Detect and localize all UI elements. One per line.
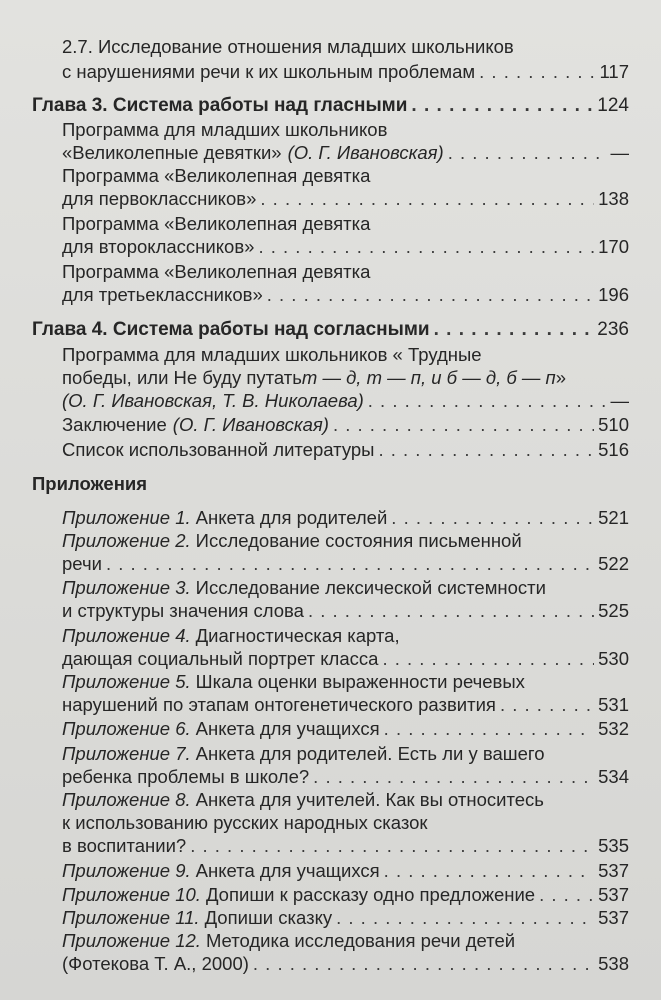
- dot-leader: [260, 186, 594, 212]
- toc-entry-text: дающая социальный портрет класса: [62, 648, 379, 669]
- page-number: 521: [598, 507, 629, 528]
- toc-entry-text: 2.7. Исследование отношения младших школьников: [62, 36, 514, 57]
- dot-leader: [258, 234, 594, 260]
- page-number: 117: [599, 61, 629, 82]
- page-number: 124: [597, 95, 629, 116]
- toc-entry-text: ребенка проблемы в школе?: [62, 766, 310, 787]
- page-number: 138: [598, 188, 629, 209]
- page-number: 530: [598, 648, 629, 669]
- appendix-prefix: Приложение 1.: [62, 507, 191, 528]
- toc-entry-text: Программа «Великолепная девятка: [62, 213, 371, 234]
- toc-entry-text: »: [555, 367, 567, 388]
- page-number: 537: [598, 884, 629, 905]
- chapter-title: Глава 4. Система работы над согласными: [32, 319, 430, 340]
- appendix-prefix: Приложение 6.: [62, 718, 191, 739]
- appendix-prefix: Приложение 4.: [62, 625, 191, 646]
- toc-entry-text: и структуры значения слова: [62, 600, 304, 621]
- page-number: —: [610, 142, 629, 163]
- toc-entry-author: (О. Г. Ивановская): [172, 414, 329, 435]
- page-number: 537: [598, 907, 629, 928]
- toc-entry-text: Анкета для учащихся: [195, 718, 380, 739]
- toc-entry-text: нарушений по этапам онтогенетического развития: [62, 694, 496, 715]
- appendix-prefix: Приложение 7.: [62, 743, 191, 764]
- dot-leader: [479, 59, 595, 85]
- toc-entry-text: Исследование состояния письменной: [195, 530, 522, 551]
- appendix-prefix: Приложение 2.: [62, 530, 191, 551]
- toc-entry-author: (О. Г. Ивановская): [287, 142, 444, 163]
- page-number: 170: [598, 236, 629, 257]
- dot-leader: [190, 833, 594, 859]
- page-number: 531: [598, 694, 629, 715]
- page-number: —: [610, 390, 629, 411]
- toc-entry-text: Допиши сказку: [204, 907, 333, 928]
- toc-entry-text: Программа «Великолепная девятка: [62, 165, 371, 186]
- toc-entry-text: Анкета для родителей: [195, 507, 388, 528]
- toc-entry-text: с нарушениями речи к их школьным проблемам: [62, 61, 476, 82]
- chapter-title: Глава 3. Система работы над гласными: [32, 95, 408, 116]
- dot-leader: [333, 412, 594, 438]
- dot-leader: [368, 388, 607, 414]
- toc-entry-text: Допиши к рассказу одно предложение: [205, 884, 536, 905]
- toc-entry-text: Диагностическая карта,: [195, 625, 400, 646]
- toc-entry-text: речи: [62, 553, 102, 574]
- dot-leader: [308, 598, 594, 624]
- toc-entry-text: для третьеклассников»: [62, 284, 263, 305]
- dot-leader: [500, 692, 594, 718]
- dot-leader: [384, 716, 594, 742]
- page-number: 510: [598, 414, 629, 435]
- dot-leader: [106, 551, 594, 577]
- page-number: 532: [598, 718, 629, 739]
- toc-entry-text: Анкета для родителей. Есть ли у вашего: [195, 743, 545, 764]
- appendix-prefix: Приложение 10.: [62, 884, 201, 905]
- toc-entry-text: Исследование лексической системности: [195, 577, 546, 598]
- page-number: 538: [598, 953, 629, 974]
- toc-entry-text: Список использованной литературы: [62, 439, 375, 460]
- dot-leader: [411, 93, 593, 119]
- appendix-prefix: Приложение 5.: [62, 671, 191, 692]
- toc-entry-text: Программа для младших школьников « Трудные: [62, 344, 482, 365]
- dot-leader: [434, 317, 594, 343]
- toc-entry-text: к использованию русских народных сказок: [62, 812, 428, 833]
- page-number: 525: [598, 600, 629, 621]
- toc-entry-text: Методика исследования речи детей: [205, 930, 516, 951]
- appendix-prefix: Приложение 3.: [62, 577, 191, 598]
- toc-entry-text: Программа «Великолепная девятка: [62, 261, 371, 282]
- toc-entry-text: для первоклассников»: [62, 188, 257, 209]
- appendices-heading: Приложения: [32, 473, 148, 494]
- toc-entry-text: Программа для младших школьников: [62, 119, 388, 140]
- appendix-prefix: Приложение 12.: [62, 930, 201, 951]
- page-number: 196: [598, 284, 629, 305]
- page-number: 516: [598, 439, 629, 460]
- toc-entry-text: в воспитании?: [62, 835, 187, 856]
- appendix-prefix: Приложение 8.: [62, 789, 191, 810]
- page-number: 534: [598, 766, 629, 787]
- page-number: 522: [598, 553, 629, 574]
- page-number: 535: [598, 835, 629, 856]
- toc-entry-text: для второклассников»: [62, 236, 255, 257]
- toc-entry-text: победы, или Не буду путать: [62, 367, 302, 388]
- dot-leader: [384, 858, 594, 884]
- toc-entry-text: (Фотекова Т. А., 2000): [62, 953, 249, 974]
- dot-leader: [253, 951, 594, 977]
- toc-entry-text: Заключение: [62, 414, 167, 435]
- toc-entry-text: Анкета для учителей. Как вы относитесь: [195, 789, 544, 810]
- dot-leader: [267, 282, 594, 308]
- dot-leader: [378, 437, 594, 463]
- toc-entry-letters: т — д, т — п, и б — д, б — п: [301, 367, 556, 388]
- toc-entry-author: (О. Г. Ивановская, Т. В. Николаева): [62, 390, 364, 411]
- appendix-prefix: Приложение 11.: [62, 907, 200, 928]
- toc-entry-text: Анкета для учащихся: [195, 860, 380, 881]
- appendix-prefix: Приложение 9.: [62, 860, 191, 881]
- toc-entry-text: «Великолепные девятки»: [62, 142, 282, 163]
- page-number: 537: [598, 860, 629, 881]
- toc-entry-text: Шкала оценки выраженности речевых: [195, 671, 525, 692]
- page-number: 236: [597, 319, 629, 340]
